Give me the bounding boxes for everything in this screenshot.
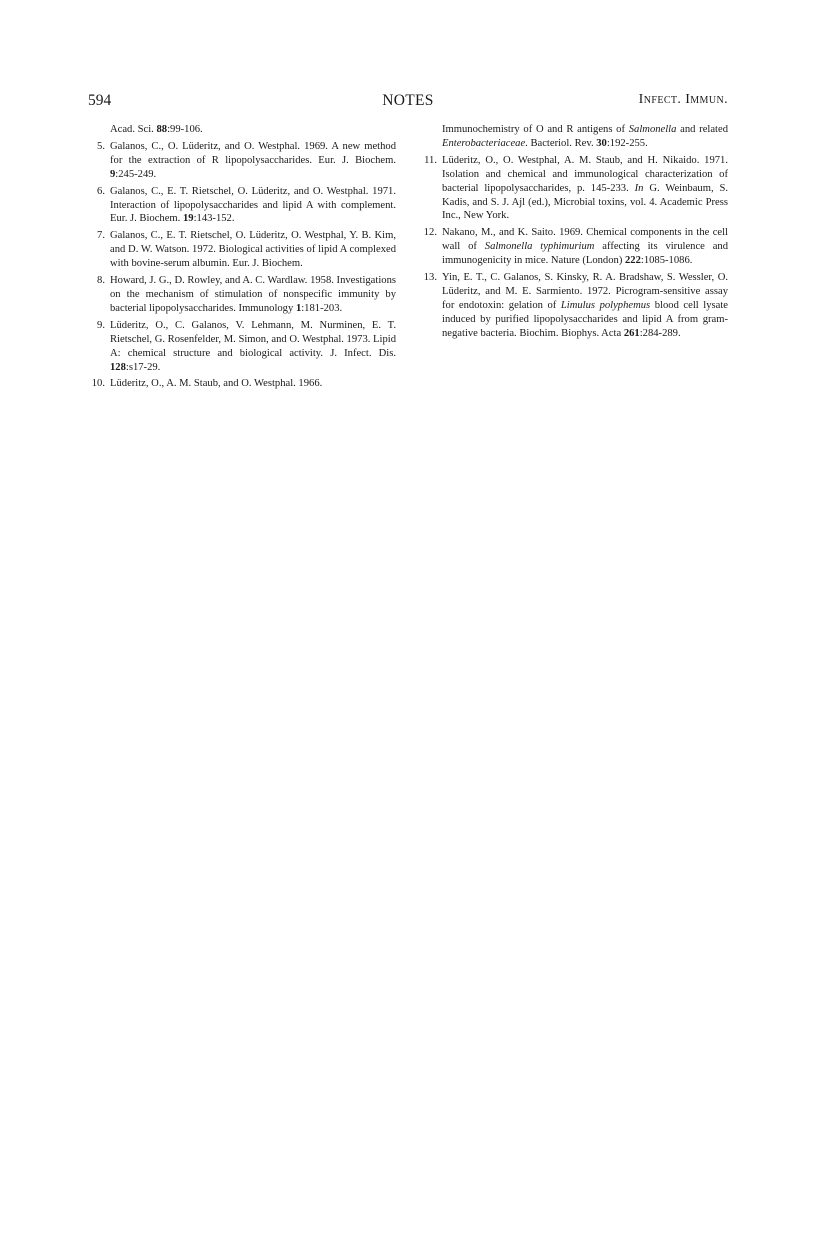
reference-8: 8. Howard, J. G., D. Rowley, and A. C. Wardlaw. 1958. Investigations on the mechanism of stimulation of nonspecific immunity by bacterial lipopolysaccharides. Immunology 1:181-203. bbox=[97, 275, 396, 314]
reference-10-continuation: Immunochemistry of O and R antigens of Salmonella and related Enterobacteriaceae. Bacteriol. Rev. 30:192-255. bbox=[442, 124, 728, 149]
reference-9: 9. Lüderitz, O., C. Galanos, V. Lehmann, M. Nurminen, E. T. Rietschel, G. Rosenfelder, M. Simon, and O. Westphal. 1973. Lipid A: chemical structure and biological activity. J. Infect. Dis. 128:s17-29. bbox=[97, 319, 396, 373]
references-left-column bbox=[88, 123, 396, 394]
reference-10: 10. Lüderitz, O., A. M. Staub, and O. Westphal. 1966. bbox=[91, 378, 323, 390]
reference-12: 12. Nakano, M., and K. Saito. 1969. Chemical components in the cell wall of Salmonella typhimurium affecting its virulence and immunogenicity in mice. Nature (London) 222:1085-1086. bbox=[423, 227, 728, 267]
journal-name: Infect. Immun. bbox=[638, 92, 728, 107]
reference-11: 11. Lüderitz, O., O. Westphal, A. M. Staub, and H. Nikaido. 1971. Isolation and chemical and immunological characterization of bacterial lipopolysaccharides, p. 145-233. In G. Weinbaum, S. Kadis, and S. J. Ajl (ed.), Microbial toxins, vol. 4. Academic Press Inc., New York. bbox=[424, 154, 729, 222]
reference-6: 6. Galanos, C., E. T. Rietschel, O. Lüderitz, and O. Westphal. 1971. Interaction of lipopolysaccharides and lipid A with complement. Eur. J. Biochem. 19:143-152. bbox=[97, 185, 396, 225]
page-header bbox=[88, 92, 728, 116]
references-right-column bbox=[420, 123, 728, 344]
reference-13: 13. Yin, E. T., C. Galanos, S. Kinsky, R. A. Bradshaw, S. Wessler, O. Lüderitz, and M. E. Sarmiento. 1972. Picrogram-sensitive assay for endotoxin: gelation of Limulus polyphemus blood cell lysate induced by purified lipopolysaccharides and lipid A from gram-negative bacteria. Biochim. Biophys. Acta 261:284-289. bbox=[423, 272, 728, 339]
section-title: NOTES bbox=[382, 92, 434, 109]
reference-4-continuation: Acad. Sci. 88:99-106. bbox=[110, 124, 203, 135]
page-number: 594 bbox=[88, 92, 112, 109]
reference-5: 5. Galanos, C., O. Lüderitz, and O. Westphal. 1969. A new method for the extraction of R lipopolysaccharides. Eur. J. Biochem. 9:245-249. bbox=[97, 140, 396, 180]
reference-7: 7. Galanos, C., E. T. Rietschel, O. Lüderitz, O. Westphal, Y. B. Kim, and D. W. Watson. 1972. Biological activities of lipid A complexed with bovine-serum albumin. Eur. J. Biochem. bbox=[97, 230, 396, 270]
